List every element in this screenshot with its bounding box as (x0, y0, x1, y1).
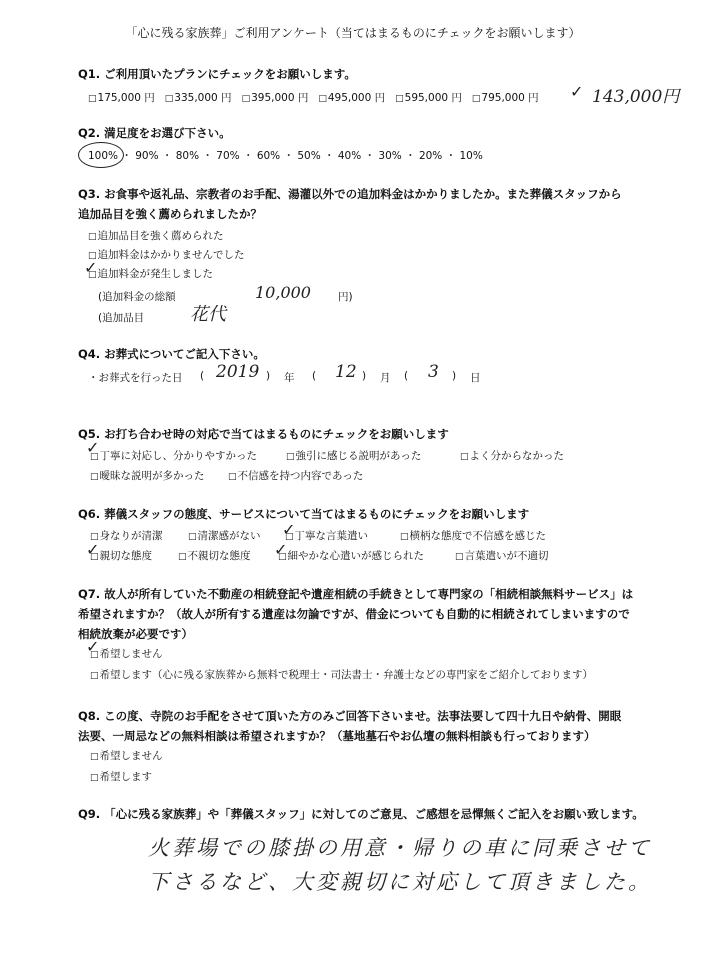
q4-paren: ( (404, 370, 409, 382)
survey-title: 「心に残る家族葬」ご利用アンケート（当てはまるものにチェックをお願いします） (125, 26, 581, 40)
check-mark-icon: ✓ (282, 520, 296, 539)
q6-option[interactable]: □ 細やかな心遣いが感じられた (278, 548, 424, 563)
q1-question: Q1. ご利用頂いたプランにチェックをお願いします。 (78, 67, 356, 81)
q1-option[interactable]: □ 495,000 円 (318, 90, 385, 105)
q6-option[interactable]: □ 言葉遣いが不適切 (455, 548, 549, 563)
q4-month[interactable]: 12 (335, 362, 357, 382)
q1-options (88, 90, 539, 105)
q4-paren: ) (452, 370, 457, 382)
check-mark-icon: ✓ (86, 438, 100, 457)
q7-option[interactable]: □ 希望します（心に残る家族葬から無料で税理士・司法書士・弁護士などの専門家をご紹介しております） (90, 667, 593, 682)
q2-option[interactable]: 60% (256, 150, 281, 162)
q2-option[interactable]: 20% (418, 150, 443, 162)
q4-day[interactable]: 3 (428, 362, 439, 382)
q3-total-value: 10,000 (255, 283, 311, 302)
q8-question-line1: Q8. この度、寺院のお手配をさせて頂いた方のみご回答下さいませ。法事法要して四十九日や納骨、開眼 (78, 709, 622, 723)
check-mark-icon: ✓ (274, 540, 288, 559)
q4-paren: ( (312, 370, 317, 382)
q3-total-unit: 円) (338, 291, 353, 303)
q8-question-line2: 法要、一周忌などの無料相談は希望されますか？（墓地墓石やお仏壇の無料相談も行っております） (78, 729, 596, 743)
q8-option[interactable]: □ 希望します (90, 769, 152, 784)
q6-question: Q6. 葬儀スタッフの態度、サービスについて当てはまるものにチェックをお願いします (78, 507, 530, 521)
q3-item-label: (追加品目 (98, 312, 145, 324)
q1-option[interactable]: □ 335,000 円 (165, 90, 232, 105)
q2-option[interactable]: 40% (337, 150, 362, 162)
q2-option[interactable]: 30% (378, 150, 402, 162)
q3-option[interactable]: □ 追加料金が発生しました (88, 266, 213, 281)
selection-circle-icon (78, 142, 124, 168)
q7-question-line3: 相続放棄が必要です） (78, 627, 193, 641)
q9-answer-line1: 火葬場での膝掛の用意・帰りの車に同乗させて (148, 836, 652, 860)
q6-option[interactable]: □ 身なりが清潔 (90, 528, 163, 543)
q9-question: Q9. 「心に残る家族葬」や「葬儀スタッフ」に対してのご意見、ご感想を忌憚無くご記入をお願い致します。 (78, 807, 644, 821)
q6-option[interactable]: □ 不親切な態度 (178, 548, 251, 563)
q6-option[interactable]: □ 丁寧な言葉遣い (285, 528, 368, 543)
q1-handwritten-amount: 143,000円 (592, 87, 680, 107)
q5-option[interactable]: □ 強引に感じる説明があった (286, 448, 421, 463)
q6-option[interactable]: □ 親切な態度 (90, 548, 152, 563)
q7-option[interactable]: □ 希望しません (90, 646, 163, 661)
check-mark-icon: ✓ (86, 637, 100, 656)
q4-paren: ) (266, 370, 271, 382)
q1-option[interactable]: □ 395,000 円 (242, 90, 309, 105)
q2-option[interactable]: 80% (175, 150, 200, 162)
q2-option[interactable]: 50% (297, 150, 321, 162)
q7-question-line1: Q7. 故人が所有していた不動産の相続登記や遺産相続の手続きとして専門家の「相続相談無料サービス」は (78, 587, 634, 601)
q8-option[interactable]: □ 希望しません (90, 748, 163, 763)
q3-option[interactable]: □ 追加品目を強く薦められた (88, 228, 224, 243)
q1-option[interactable]: □ 175,000 円 (88, 90, 155, 105)
q3-question-line1: Q3. お食事や返礼品、宗教者のお手配、湯灌以外での追加料金はかかりましたか。また葬儀スタッフから (78, 187, 622, 201)
check-mark-icon: ✓ (570, 82, 584, 101)
q6-option[interactable]: □ 清潔感がない (188, 528, 261, 543)
check-mark-icon: ✓ (84, 258, 98, 277)
q4-paren: ( (200, 370, 205, 382)
q2-question: Q2. 満足度をお選び下さい。 (78, 126, 231, 140)
q2-option[interactable]: 90% (135, 150, 159, 162)
q5-option[interactable]: □ 不信感を持つ内容であった (228, 468, 363, 483)
q6-option[interactable]: □ 横柄な態度で不信感を感じた (400, 528, 546, 543)
q3-item-value: 花代 (190, 304, 226, 325)
q4-year-unit: 年 (284, 372, 295, 384)
q5-option[interactable]: □ 丁寧に対応し、分かりやすかった (90, 448, 257, 463)
q1-option[interactable]: □ 795,000 円 (472, 90, 539, 105)
q5-option[interactable]: □ 曖昧な説明が多かった (90, 468, 205, 483)
q5-option[interactable]: □ よく分からなかった (460, 448, 564, 463)
q7-question-line2: 希望されますか？（故人が所有する遺産は勿論ですが、借金についても自動的に相続されてしまいますので (78, 607, 630, 621)
q3-option[interactable]: □ 追加料金はかかりませんでした (88, 247, 245, 262)
q3-total-label: (追加料金の総額 (98, 291, 176, 303)
q4-date-label: ・お葬式を行った日 (88, 372, 183, 384)
q4-paren: ) (362, 370, 367, 382)
q4-month-unit: 月 (380, 372, 391, 384)
check-mark-icon: ✓ (86, 540, 100, 559)
q5-question: Q5. お打ち合わせ時の対応で当てはまるものにチェックをお願いします (78, 427, 449, 441)
q2-option[interactable]: 10% (459, 150, 483, 162)
q4-year[interactable]: 2019 (216, 362, 260, 382)
q3-question-line2: 追加品目を強く薦められましたか？ (78, 207, 262, 221)
q9-answer-line2: 下さるなど、大変親切に対応して頂きました。 (148, 870, 652, 894)
q2-option[interactable]: 70% (216, 150, 240, 162)
q4-day-unit: 日 (470, 372, 481, 384)
q2-options: 100% ・ 90% ・ 80% ・ 70% ・ 60% ・ 50% ・ 40% ・ 30% ・ 20% ・ 10% (88, 150, 483, 162)
q1-option[interactable]: □ 595,000 円 (395, 90, 462, 105)
q2-option[interactable]: 100% (88, 150, 119, 162)
q4-question: Q4. お葬式についてご記入下さい。 (78, 347, 265, 361)
